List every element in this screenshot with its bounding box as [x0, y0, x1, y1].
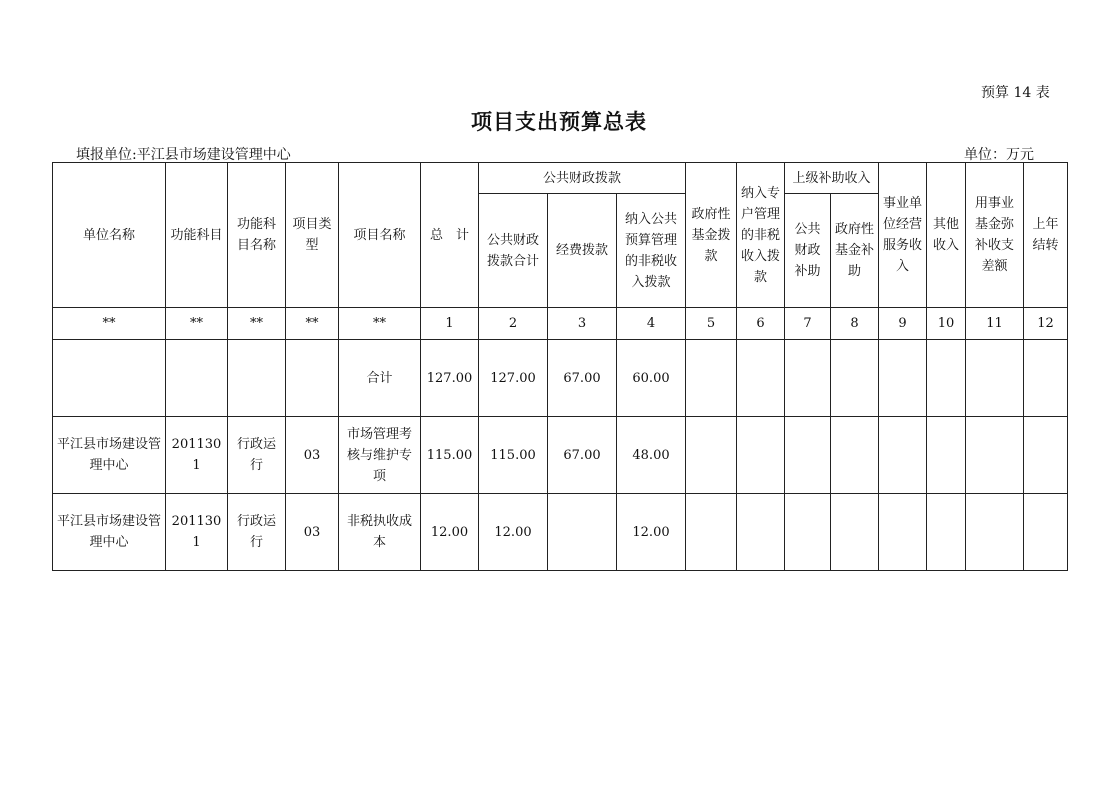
cell-public-finance-subtotal: 12.00	[479, 494, 548, 571]
cell-other-income	[927, 494, 966, 571]
cell-expense-allocation	[548, 494, 617, 571]
cell-project-type	[286, 340, 339, 417]
cell-gov-fund-subsidy	[831, 417, 879, 494]
cell-public-finance-subtotal: 115.00	[479, 417, 548, 494]
index-cell: **	[228, 308, 286, 340]
index-cell: 7	[785, 308, 831, 340]
cell-total: 115.00	[421, 417, 479, 494]
index-cell: **	[339, 308, 421, 340]
table-row-total	[53, 340, 1068, 417]
cell-unit	[53, 340, 166, 417]
index-cell: 2	[479, 308, 548, 340]
header-superior-subsidy-group: 上级补助收入	[785, 163, 879, 194]
cell-business-fund-gap	[966, 417, 1024, 494]
cell-nontax-budget: 12.00	[617, 494, 686, 571]
index-cell: 11	[966, 308, 1024, 340]
cell-special-nontax	[737, 494, 785, 571]
cell-prior-year	[1024, 417, 1068, 494]
table-row	[53, 494, 1068, 571]
header-gov-fund-subsidy: 政府性基金补助	[831, 194, 879, 308]
cell-other-income	[927, 340, 966, 417]
cell-project-type: 03	[286, 417, 339, 494]
cell-project-name: 合计	[339, 340, 421, 417]
page-title: 项目支出预算总表	[471, 110, 647, 134]
index-cell: **	[166, 308, 228, 340]
header-unit-name: 单位名称	[53, 163, 166, 308]
index-cell: 9	[879, 308, 927, 340]
cell-other-income	[927, 417, 966, 494]
header-public-finance-group: 公共财政拨款	[479, 163, 686, 194]
index-cell: **	[53, 308, 166, 340]
cell-project-name: 非税执收成本	[339, 494, 421, 571]
cell-func-name	[228, 340, 286, 417]
cell-expense-allocation: 67.00	[548, 417, 617, 494]
cell-prior-year	[1024, 494, 1068, 571]
header-project-type: 项目类型	[286, 163, 339, 308]
header-func-name: 功能科目名称	[228, 163, 286, 308]
header-func-code: 功能科目	[166, 163, 228, 308]
header-other-income: 其他收入	[927, 163, 966, 308]
cell-nontax-budget: 48.00	[617, 417, 686, 494]
cell-public-finance-subtotal: 127.00	[479, 340, 548, 417]
index-cell: **	[286, 308, 339, 340]
cell-gov-fund-subsidy	[831, 340, 879, 417]
cell-business-fund-gap	[966, 494, 1024, 571]
cell-total: 12.00	[421, 494, 479, 571]
header-total: 总 计	[421, 163, 479, 308]
index-cell: 10	[927, 308, 966, 340]
cell-func-name: 行政运行	[228, 417, 286, 494]
cell-unit: 平江县市场建设管理中心	[53, 417, 166, 494]
header-prior-year: 上年结转	[1024, 163, 1068, 308]
cell-func-code: 2011301	[166, 494, 228, 571]
cell-business-fund-gap	[966, 340, 1024, 417]
index-row	[53, 308, 1068, 340]
index-cell: 6	[737, 308, 785, 340]
cell-special-nontax	[737, 340, 785, 417]
index-cell: 5	[686, 308, 737, 340]
header-business-fund-gap: 用事业基金弥补收支差额	[966, 163, 1024, 308]
index-cell: 4	[617, 308, 686, 340]
index-cell: 3	[548, 308, 617, 340]
index-cell: 8	[831, 308, 879, 340]
currency-unit: 单位：万元	[964, 147, 1034, 163]
table-row	[53, 417, 1068, 494]
header-special-nontax: 纳入专户管理的非税收入拨款	[737, 163, 785, 308]
cell-project-type: 03	[286, 494, 339, 571]
header-project-name: 项目名称	[339, 163, 421, 308]
cell-public-finance-subsidy	[785, 417, 831, 494]
header-public-finance-subsidy: 公共财政补助	[785, 194, 831, 308]
header-public-finance-subtotal: 公共财政拨款合计	[479, 194, 548, 308]
cell-expense-allocation: 67.00	[548, 340, 617, 417]
cell-special-nontax	[737, 417, 785, 494]
cell-nontax-budget: 60.00	[617, 340, 686, 417]
cell-project-name: 市场管理考核与维护专项	[339, 417, 421, 494]
cell-func-code	[166, 340, 228, 417]
cell-unit: 平江县市场建设管理中心	[53, 494, 166, 571]
header-gov-fund: 政府性基金拨款	[686, 163, 737, 308]
reporting-unit: 填报单位:平江县市场建设管理中心	[76, 147, 291, 163]
header-expense-allocation: 经费拨款	[548, 194, 617, 308]
index-cell: 12	[1024, 308, 1068, 340]
header-row	[53, 163, 1068, 194]
cell-gov-fund	[686, 340, 737, 417]
cell-total: 127.00	[421, 340, 479, 417]
header-business-service: 事业单位经营服务收入	[879, 163, 927, 308]
cell-public-finance-subsidy	[785, 494, 831, 571]
cell-business-service	[879, 340, 927, 417]
cell-gov-fund	[686, 494, 737, 571]
cell-business-service	[879, 417, 927, 494]
cell-func-code: 2011301	[166, 417, 228, 494]
cell-prior-year	[1024, 340, 1068, 417]
cell-gov-fund	[686, 417, 737, 494]
budget-table	[52, 162, 1068, 571]
cell-business-service	[879, 494, 927, 571]
cell-func-name: 行政运行	[228, 494, 286, 571]
cell-gov-fund-subsidy	[831, 494, 879, 571]
cell-public-finance-subsidy	[785, 340, 831, 417]
index-cell: 1	[421, 308, 479, 340]
header-nontax-budget: 纳入公共预算管理的非税收入拨款	[617, 194, 686, 308]
form-number: 预算 14 表	[981, 85, 1050, 101]
